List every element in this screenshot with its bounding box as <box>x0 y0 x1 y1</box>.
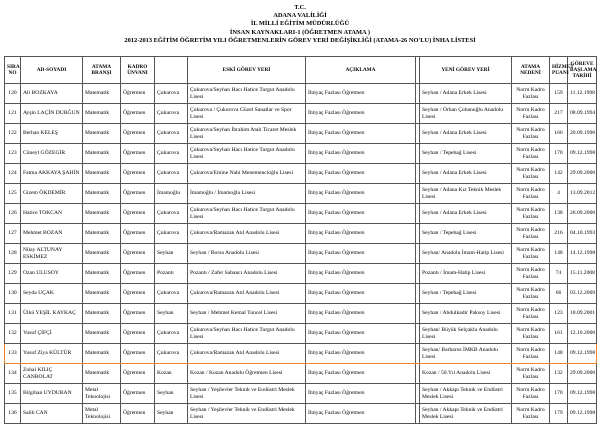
col-header-old-place: ESKİ GÖREV YERİ <box>188 57 306 84</box>
cell-old-district: Kozan <box>155 364 188 384</box>
cell-name: Hatice TOKCAN <box>21 204 83 224</box>
cell-no: 130 <box>5 284 21 304</box>
cell-new-place: Seyhan / Adana Kız Teknik Meslek Lisesi <box>420 184 512 204</box>
cell-title: Öğretmen <box>121 384 155 404</box>
cell-start-date: 04.10.1993 <box>568 224 597 244</box>
cell-title: Öğretmen <box>121 404 155 424</box>
cell-reason: Norm Kadro Fazlası <box>512 324 550 344</box>
cell-reason: Norm Kadro Fazlası <box>512 184 550 204</box>
cell-start-date: 11.12.1998 <box>568 84 597 104</box>
table-row <box>5 204 597 224</box>
cell-name: Bilgihan UYDURAN <box>21 384 83 404</box>
cell-reason: Norm Kadro Fazlası <box>512 144 550 164</box>
cell-name: Yusuf Ziya KÜLTÜR <box>21 344 83 364</box>
table-row <box>5 184 597 204</box>
cell-new-place: Seyhan / Adana Erkek Lisesi <box>420 204 512 224</box>
cell-branch: Matematik <box>83 304 121 324</box>
cell-name: Nilay ALTUNAY ESKİMEZ <box>21 244 83 264</box>
cell-branch: Matematik <box>83 104 121 124</box>
cell-start-date: 15.11.2008 <box>568 264 597 284</box>
cell-points: 74 <box>550 264 568 284</box>
cell-branch: Matematik <box>83 284 121 304</box>
cell-no: 132 <box>5 324 21 344</box>
cell-new-place: Pozantı / İmam-Hatip Lisesi <box>420 264 512 284</box>
cell-start-date: 29.09.2000 <box>568 364 597 384</box>
cell-old-district: Çukurova <box>155 324 188 344</box>
table-row <box>5 264 597 284</box>
cell-points: 216 <box>550 224 568 244</box>
table-row <box>5 384 597 404</box>
document-header <box>0 0 600 45</box>
cell-points: 217 <box>550 104 568 124</box>
cell-title: Öğretmen <box>121 164 155 184</box>
cell-reason: Norm Kadro Fazlası <box>512 284 550 304</box>
cell-start-date: 09.12.1998 <box>568 404 597 424</box>
cell-points: 159 <box>550 84 568 104</box>
cell-reason: Norm Kadro Fazlası <box>512 264 550 284</box>
table-row-highlighted <box>5 344 597 364</box>
cell-branch: Metal Teknolojisi <box>83 404 121 424</box>
cell-new-place: Seyhan / Tepebağ Lisesi <box>420 284 512 304</box>
table-row <box>5 84 597 104</box>
cell-branch: Matematik <box>83 364 121 384</box>
header-line-1: T.C. <box>294 4 306 11</box>
table-row <box>5 224 597 244</box>
header-line-2: ADANA VALİLİĞİ <box>273 12 327 20</box>
cell-start-date: 08.09.1994 <box>568 104 597 124</box>
cell-branch: Matematik <box>83 184 121 204</box>
cell-no: 134 <box>5 364 21 384</box>
cell-old-district: Seyhan <box>155 404 188 424</box>
cell-name: Ülkü YEŞİL KAYKAÇ <box>21 304 83 324</box>
cell-description: İhtiyaç Fazlası Öğretmen <box>306 204 416 224</box>
cell-no: 129 <box>5 264 21 284</box>
cell-start-date: 12.10.2000 <box>568 324 597 344</box>
cell-old-place: Seyhan / Yeşilevler Teknik ve Endüstri Meslek Lisesi <box>188 404 306 424</box>
cell-reason: Norm Kadro Fazlası <box>512 404 550 424</box>
cell-old-district: Çukurova <box>155 284 188 304</box>
cell-start-date: 29.09.2000 <box>568 164 597 184</box>
cell-old-place: Çukurova / Çukurova Güzel Sanatlar ve Spor Lisesi <box>188 104 306 124</box>
cell-new-place: Seyhan / Tepebağ Lisesi <box>420 144 512 164</box>
table-body <box>5 84 597 424</box>
col-header-no: SIRA NO <box>5 57 21 84</box>
cell-description: İhtiyaç Fazlası Öğretmen <box>306 264 416 284</box>
cell-new-place: Seyhan / Akkapı Teknik ve Endüstri Meslek Lisesi <box>420 404 512 424</box>
cell-no: 120 <box>5 84 21 104</box>
table-row <box>5 124 597 144</box>
cell-old-district: Çukurova <box>155 104 188 124</box>
table-row <box>5 284 597 304</box>
table-header-row <box>5 57 597 84</box>
cell-description: İhtiyaç Fazlası Öğretmen <box>306 244 416 264</box>
cell-name: Yusuf ÇİFÇİ <box>21 324 83 344</box>
col-header-reason: ATAMA NEDENİ <box>512 57 550 84</box>
cell-old-place: Çukurova/Ramazan Atıl Anadolu Lisesi <box>188 344 306 364</box>
cell-old-district: Çukurova <box>155 124 188 144</box>
cell-description: İhtiyaç Fazlası Öğretmen <box>306 324 416 344</box>
cell-name: Ozan ULUSOY <box>21 264 83 284</box>
cell-no: 135 <box>5 384 21 404</box>
cell-description: İhtiyaç Fazlası Öğretmen <box>306 364 416 384</box>
cell-start-date: 09.12.1998 <box>568 144 597 164</box>
assignment-table <box>4 56 597 424</box>
cell-reason: Norm Kadro Fazlası <box>512 124 550 144</box>
cell-points: 142 <box>550 164 568 184</box>
cell-description: İhtiyaç Fazlası Öğretmen <box>306 384 416 404</box>
cell-points: 148 <box>550 344 568 364</box>
cell-branch: Matematik <box>83 164 121 184</box>
cell-title: Öğretmen <box>121 84 155 104</box>
cell-name: Fatma AKKAYA ŞAHİN <box>21 164 83 184</box>
cell-new-place: Seyhan / Tepebağ Lisesi <box>420 224 512 244</box>
cell-old-district: Seyhan <box>155 304 188 324</box>
cell-reason: Norm Kadro Fazlası <box>512 384 550 404</box>
cell-old-district: Çukurova <box>155 144 188 164</box>
cell-title: Öğretmen <box>121 204 155 224</box>
cell-old-place: Çukurova/Seyhan Hacı Hatice Turgut Anadolu Lisesi <box>188 84 306 104</box>
cell-old-district: Seyhan <box>155 244 188 264</box>
cell-points: 138 <box>550 204 568 224</box>
table-row <box>5 304 597 324</box>
col-header-name: AD-SOYADI <box>21 57 83 84</box>
cell-old-district: Pozantı <box>155 264 188 284</box>
cell-old-place: Seyhan / Mehmet Kemal Tuncel Lisesi <box>188 304 306 324</box>
cell-new-place: Seyhan / Akkapı Teknik ve Endüstri Meslek Lisesi <box>420 384 512 404</box>
table-row <box>5 244 597 264</box>
cell-name: Zuhal KILIÇ CANBOLAT <box>21 364 83 384</box>
cell-no: 133 <box>5 344 21 364</box>
cell-reason: Norm Kadro Fazlası <box>512 84 550 104</box>
cell-old-district: Çukurova <box>155 204 188 224</box>
cell-no: 125 <box>5 184 21 204</box>
cell-no: 131 <box>5 304 21 324</box>
table-row <box>5 104 597 124</box>
header-line-5: 2012-2013 EĞİTİM ÖĞRETİM YILI ÖĞRETMENLERİN GÖREV YERİ DEĞİŞİKLİĞİ (ATAMA-26 NO'LU) İNHA LİSTESİ <box>124 36 476 44</box>
cell-description: İhtiyaç Fazlası Öğretmen <box>306 184 416 204</box>
cell-name: Gizem ÖKDEMİR <box>21 184 83 204</box>
cell-description: İhtiyaç Fazlası Öğretmen <box>306 164 416 184</box>
cell-old-district: Seyhan <box>155 384 188 404</box>
cell-no: 123 <box>5 144 21 164</box>
cell-points: 170 <box>550 384 568 404</box>
cell-branch: Matematik <box>83 344 121 364</box>
cell-name: Cüneyt GÖZEGİR <box>21 144 83 164</box>
cell-name: Ayşin LAÇİN DURĞUN <box>21 104 83 124</box>
cell-no: 121 <box>5 104 21 124</box>
table-row <box>5 144 597 164</box>
cell-reason: Norm Kadro Fazlası <box>512 204 550 224</box>
cell-title: Öğretmen <box>121 324 155 344</box>
cell-old-place: Çukurova/Emine Nabi Menemencioğlu Lisesi <box>188 164 306 184</box>
assignment-table-wrapper <box>4 56 596 424</box>
col-header-start-date: GÖREVE BAŞLAMA TARİHİ <box>568 57 597 84</box>
cell-title: Öğretmen <box>121 304 155 324</box>
cell-reason: Norm Kadro Fazlası <box>512 344 550 364</box>
cell-description: İhtiyaç Fazlası Öğretmen <box>306 344 416 364</box>
cell-name: Berhan KELEŞ <box>21 124 83 144</box>
cell-no: 122 <box>5 124 21 144</box>
cell-points: 179 <box>550 404 568 424</box>
cell-branch: Matematik <box>83 324 121 344</box>
cell-new-place: Seyhan / Abdulkadir Paksoy Lisesi <box>420 304 512 324</box>
cell-branch: Matematik <box>83 144 121 164</box>
header-line-3: İL MİLLİ EĞİTİM MÜDÜRLÜĞÜ <box>250 20 350 28</box>
cell-new-place: Seyhan/ Anadolu İmam-Hatip Lisesi <box>420 244 512 264</box>
cell-branch: Matematik <box>83 244 121 264</box>
cell-no: 127 <box>5 224 21 244</box>
cell-description: İhtiyaç Fazlası Öğretmen <box>306 404 416 424</box>
cell-reason: Norm Kadro Fazlası <box>512 104 550 124</box>
cell-new-place: Seyhan / Orhan Çobanoğlu Anadolu Lisesi <box>420 104 512 124</box>
cell-start-date: 26.09.2000 <box>568 204 597 224</box>
cell-branch: Matematik <box>83 264 121 284</box>
table-row <box>5 324 597 344</box>
table-row <box>5 404 597 424</box>
cell-no: 124 <box>5 164 21 184</box>
cell-start-date: 13.09.2012 <box>568 184 597 204</box>
cell-new-place: Seyhan / Adana Erkek Lisesi <box>420 124 512 144</box>
col-header-points: HİZMET PUANI <box>550 57 568 84</box>
cell-new-place: Kozan / 50.Yıl Anadolu Lisesi <box>420 364 512 384</box>
cell-start-date: 18.09.2001 <box>568 304 597 324</box>
cell-title: Öğretmen <box>121 184 155 204</box>
cell-old-place: Çukurova/Seyhan Hacı Hatice Turgut Anadolu Lisesi <box>188 204 306 224</box>
cell-reason: Norm Kadro Fazlası <box>512 364 550 384</box>
cell-title: Öğretmen <box>121 244 155 264</box>
cell-points: 161 <box>550 324 568 344</box>
cell-no: 136 <box>5 404 21 424</box>
cell-old-place: Seyhan / Borsa Anadolu Lisesi <box>188 244 306 264</box>
cell-points: 132 <box>550 364 568 384</box>
col-header-old-district <box>155 57 188 84</box>
cell-reason: Norm Kadro Fazlası <box>512 224 550 244</box>
cell-branch: Matematik <box>83 224 121 244</box>
cell-reason: Norm Kadro Fazlası <box>512 304 550 324</box>
table-row <box>5 364 597 384</box>
cell-title: Öğretmen <box>121 124 155 144</box>
cell-start-date: 09.12.1998 <box>568 344 597 364</box>
col-header-new-place: YENİ GÖREV YERİ <box>420 57 512 84</box>
cell-new-place: Seyhan / Adana Erkek Lisesi <box>420 164 512 184</box>
cell-name: Seyda UÇAK <box>21 284 83 304</box>
cell-new-place: Seyhan/ Büyük Selçuklu Anadolu Lisesi <box>420 324 512 344</box>
cell-name: Ali BOZKAYA <box>21 84 83 104</box>
col-header-description: AÇIKLAMA <box>306 57 416 84</box>
cell-old-district: Çukurova <box>155 224 188 244</box>
cell-old-place: Çukurova/Ramazan Atıl Anadolu Lisesi <box>188 284 306 304</box>
col-header-title: KADRO ÜNVANI <box>121 57 155 84</box>
cell-old-district: Çukurova <box>155 84 188 104</box>
cell-old-place: Çukurova/Ramazan Atıl Anadolu Lisesi <box>188 224 306 244</box>
cell-points: 170 <box>550 144 568 164</box>
cell-old-district: Çukurova <box>155 164 188 184</box>
cell-old-district: Çukurova <box>155 344 188 364</box>
cell-title: Öğretmen <box>121 224 155 244</box>
cell-title: Öğretmen <box>121 364 155 384</box>
cell-new-place: Seyhan / Adana Erkek Lisesi <box>420 84 512 104</box>
cell-points: 123 <box>550 304 568 324</box>
cell-description: İhtiyaç Fazlası Öğretmen <box>306 224 416 244</box>
table-row <box>5 164 597 184</box>
cell-title: Öğretmen <box>121 344 155 364</box>
col-header-branch: ATAMA BRANŞI <box>83 57 121 84</box>
cell-new-place: Seyhan/ Barbaros İMKB Anadolu Lisesi <box>420 344 512 364</box>
cell-old-place: Seyhan / Yeşilevler Teknik ve Endüstri Meslek Lisesi <box>188 384 306 404</box>
cell-points: 66 <box>550 284 568 304</box>
cell-description: İhtiyaç Fazlası Öğretmen <box>306 304 416 324</box>
cell-points: 148 <box>550 244 568 264</box>
cell-branch: Matematik <box>83 124 121 144</box>
cell-old-district: İmamoğlu <box>155 184 188 204</box>
cell-start-date: 14.12.1998 <box>568 244 597 264</box>
cell-title: Öğretmen <box>121 104 155 124</box>
cell-description: İhtiyaç Fazlası Öğretmen <box>306 104 416 124</box>
cell-points: 166 <box>550 124 568 144</box>
cell-old-place: Çukurova/Seyhan Hacı Hatice Turgut Anadolu Lisesi <box>188 324 306 344</box>
cell-title: Öğretmen <box>121 264 155 284</box>
cell-old-place: İmamoğlu / İmamoğlu Lisesi <box>188 184 306 204</box>
cell-old-place: Pozantı / Zafer Sabancı Anadolu Lisesi <box>188 264 306 284</box>
cell-start-date: 03.12.2009 <box>568 284 597 304</box>
cell-name: Salih CAN <box>21 404 83 424</box>
cell-name: Mehmet BOZAN <box>21 224 83 244</box>
cell-old-place: Çukurova/Seyhan İbrahim Atalı Ticaret Meslek Lisesi <box>188 124 306 144</box>
cell-old-place: Kozan / Kozan Anadolu Öğretmen Lisesi <box>188 364 306 384</box>
cell-branch: Matematik <box>83 84 121 104</box>
cell-old-place: Çukurova/Seyhan Hacı Hatice Turgut Anadolu Lisesi <box>188 144 306 164</box>
cell-start-date: 20.09.1996 <box>568 124 597 144</box>
cell-description: İhtiyaç Fazlası Öğretmen <box>306 144 416 164</box>
cell-description: İhtiyaç Fazlası Öğretmen <box>306 284 416 304</box>
cell-start-date: 09.12.1998 <box>568 384 597 404</box>
cell-reason: Norm Kadro Fazlası <box>512 244 550 264</box>
cell-no: 126 <box>5 204 21 224</box>
cell-title: Öğretmen <box>121 144 155 164</box>
cell-branch: Matematik <box>83 204 121 224</box>
cell-no: 128 <box>5 244 21 264</box>
cell-description: İhtiyaç Fazlası Öğretmen <box>306 124 416 144</box>
cell-title: Öğretmen <box>121 284 155 304</box>
cell-reason: Norm Kadro Fazlası <box>512 164 550 184</box>
cell-branch: Metal Teknolojisi <box>83 384 121 404</box>
cell-points: 4 <box>550 184 568 204</box>
cell-description: İhtiyaç Fazlası Öğretmen <box>306 84 416 104</box>
header-line-4: İNSAN KAYNAKLARI-1 (ÖĞRETMEN ATAMA ) <box>229 28 371 36</box>
